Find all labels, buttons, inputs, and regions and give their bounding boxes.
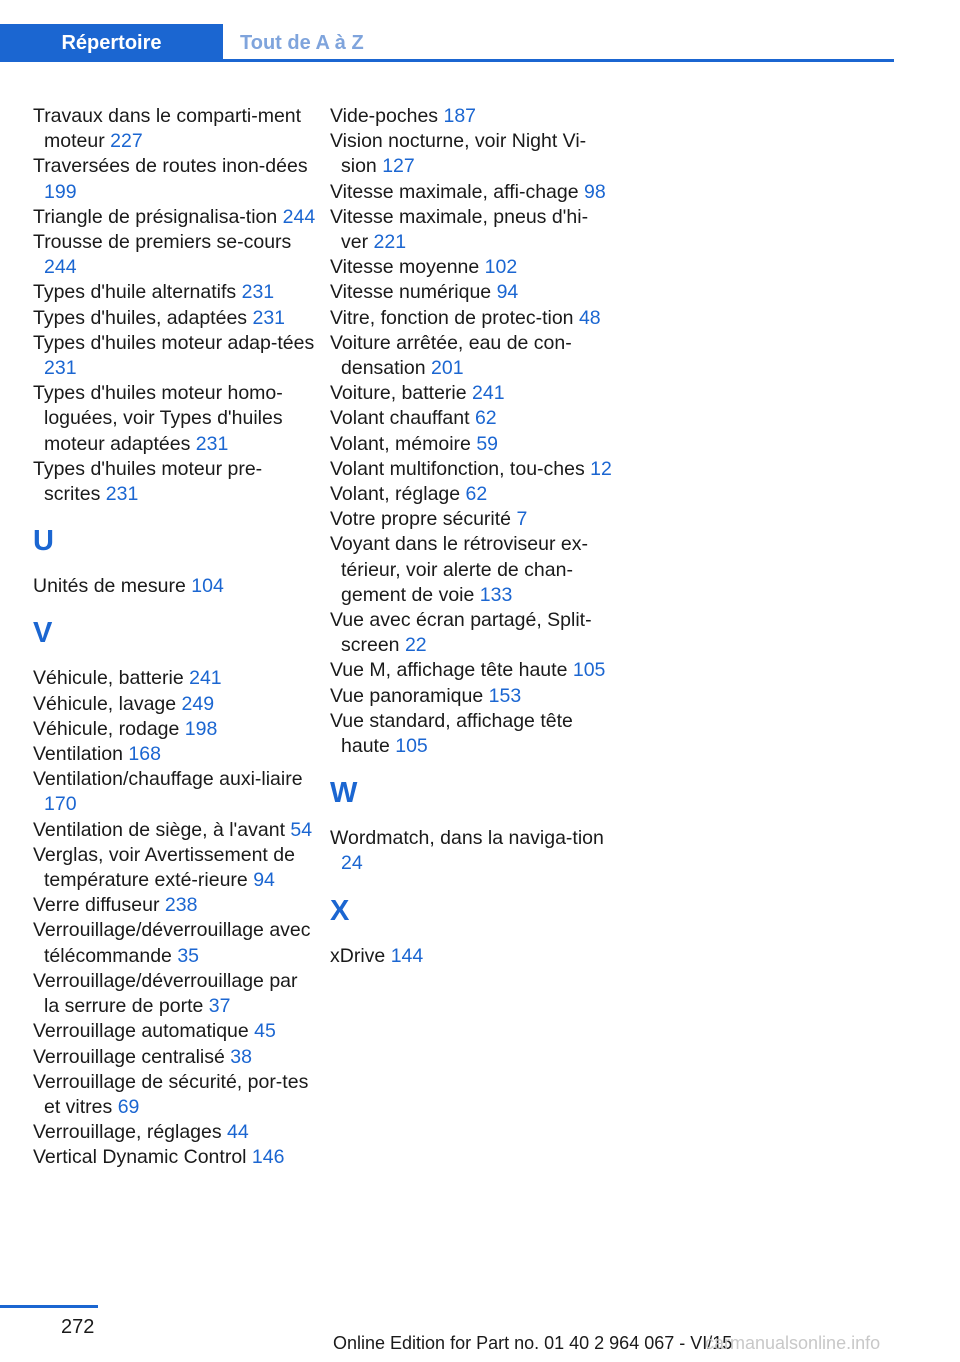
page-link[interactable]: 12 <box>590 457 612 480</box>
index-entry-text: Voiture, batterie <box>330 382 467 405</box>
page-link[interactable]: 35 <box>177 944 200 967</box>
index-group-w <box>330 826 615 876</box>
page-link[interactable]: 144 <box>390 944 424 967</box>
index-entry-text: Vue avec écran partagé, Split-screen <box>330 609 592 657</box>
index-entry-text: Verglas, voir Avertissement de température exté-rieure <box>33 843 295 892</box>
index-entry <box>330 826 615 876</box>
index-entry-text: Verrouillage, réglages <box>33 1121 222 1144</box>
page-link[interactable]: 153 <box>488 684 522 707</box>
index-entry-text: Types d'huiles, adaptées <box>33 306 248 329</box>
index-entry <box>33 230 318 280</box>
index-entry-text: Verrouillage centralisé <box>33 1045 225 1068</box>
index-entry <box>33 742 318 767</box>
index-column-left <box>33 104 318 1171</box>
page-link[interactable]: 198 <box>184 717 218 740</box>
index-entry-text: Votre propre sécurité <box>330 508 512 531</box>
page-link[interactable]: 105 <box>395 735 428 758</box>
index-group-u <box>33 574 318 599</box>
index-entry <box>330 255 615 280</box>
index-entry <box>330 104 615 129</box>
index-entry-text: Véhicule, lavage <box>33 692 177 715</box>
nav-underline <box>0 59 894 62</box>
index-entry-text: Volant multifonction, tou-ches <box>330 457 585 480</box>
page-link[interactable]: 168 <box>128 743 161 766</box>
index-entry-text: xDrive <box>330 944 386 967</box>
tab-tout-de-a-a-z[interactable]: Tout de A à Z <box>240 32 364 54</box>
index-entry-text: Ventilation/chauffage auxi-liaire <box>33 768 303 791</box>
section-letter-u: U <box>33 525 54 558</box>
page-link[interactable]: 231 <box>44 357 77 380</box>
index-entry <box>330 280 615 305</box>
page-link[interactable]: 227 <box>110 130 143 153</box>
index-entry-text: Wordmatch, dans la naviga-tion <box>330 827 604 850</box>
index-entry <box>33 1070 318 1120</box>
page-link[interactable]: 105 <box>572 659 606 682</box>
index-entry <box>330 205 615 255</box>
index-entry-text: Vue panoramique <box>330 684 484 707</box>
page-link[interactable]: 146 <box>251 1146 285 1169</box>
index-entry-text: Vue standard, affichage tête haute <box>330 709 573 758</box>
index-entry <box>330 331 615 381</box>
index-entry <box>330 432 615 457</box>
section-letter-x: X <box>330 894 350 927</box>
index-entry-text: Triangle de présignalisa-tion <box>33 205 278 228</box>
index-entry-text: Unités de mesure <box>33 575 186 598</box>
index-entry <box>330 406 615 431</box>
index-entry-text: Véhicule, batterie <box>33 667 184 690</box>
page-link[interactable]: 102 <box>484 256 518 279</box>
index-entry <box>330 381 615 406</box>
watermark: carmanualsonline.info <box>705 1333 881 1353</box>
index-entry-text: Vitesse maximale, pneus d'hi-ver <box>330 205 589 254</box>
index-entry-text: Vitesse maximale, affi-chage <box>330 180 579 203</box>
page-link[interactable]: 94 <box>253 869 275 892</box>
page-link[interactable]: 127 <box>382 155 415 178</box>
index-entry <box>330 180 615 205</box>
index-entry <box>330 944 615 969</box>
page-link[interactable]: 231 <box>241 281 275 304</box>
index-entry <box>330 507 615 532</box>
index-entry-text: Ventilation <box>33 743 123 766</box>
index-entry <box>33 717 318 742</box>
page-link[interactable]: 241 <box>472 382 505 405</box>
index-entry-text: Ventilation de siège, à l'avant <box>33 818 285 841</box>
edition-notice: Online Edition for Part no. 01 40 2 964 067 - VI/15 <box>333 1333 733 1353</box>
index-entry-text: Voyant dans le rétroviseur ex-térieur, voir alerte de chan-gement de voie <box>330 533 588 606</box>
index-entry <box>33 457 318 507</box>
index-entry-text: Vue M, affichage tête haute <box>330 659 568 682</box>
index-entry <box>33 818 318 843</box>
page-link[interactable]: 133 <box>479 583 513 606</box>
index-entry <box>33 843 318 893</box>
index-entry-text: Travaux dans le comparti-ment moteur <box>33 105 302 153</box>
page-link[interactable]: 62 <box>474 407 497 430</box>
page-link[interactable]: 221 <box>373 231 407 254</box>
page-link[interactable]: 231 <box>195 432 229 455</box>
index-entry-text: Verre diffuseur <box>33 894 160 917</box>
index-entry <box>33 918 318 968</box>
page-link[interactable]: 22 <box>404 634 427 657</box>
page-link[interactable]: 94 <box>496 281 519 304</box>
index-entry <box>330 306 615 331</box>
index-entry <box>33 104 318 154</box>
index-entry-text: Trousse de premiers se-cours <box>33 231 292 254</box>
index-entry-text: Verrouillage/déverrouillage par la serrure de porte <box>33 969 298 1018</box>
index-entry <box>33 574 318 599</box>
index-entry <box>33 306 318 331</box>
section-letter-v: V <box>33 617 53 650</box>
index-entry <box>33 767 318 817</box>
index-entry <box>33 893 318 918</box>
index-entry <box>330 129 615 179</box>
index-entry-text: Voiture arrêtée, eau de con-densation <box>330 331 572 380</box>
index-group-v-continued <box>330 104 615 759</box>
index-entry <box>33 1019 318 1044</box>
index-entry-text: Verrouillage automatique <box>33 1020 249 1043</box>
page-link[interactable]: 238 <box>164 894 198 917</box>
page-link[interactable]: 249 <box>181 692 215 715</box>
index-entry-text: Vitesse numérique <box>330 281 492 304</box>
index-entry <box>330 482 615 507</box>
index-entry-text: Vision nocturne, voir Night Vi-sion <box>330 130 587 178</box>
index-entry-text: Volant chauffant <box>330 407 470 430</box>
page-link[interactable]: 98 <box>584 180 606 203</box>
index-entry <box>33 692 318 717</box>
index-entry-text: Véhicule, rodage <box>33 717 180 740</box>
page-number: 272 <box>61 1316 95 1338</box>
index-entry <box>33 1145 318 1170</box>
index-entry-text: Verrouillage/déverrouillage avec télécommande <box>33 919 311 967</box>
index-entry <box>330 709 615 759</box>
index-entry-text: Volant, mémoire <box>330 432 471 455</box>
index-entry-text: Types d'huile alternatifs <box>33 281 237 304</box>
page-link[interactable]: 62 <box>465 483 488 506</box>
index-entry-text: Types d'huiles moteur homo-loguées, voir Types d'huiles moteur adaptées <box>33 382 283 455</box>
index-entry <box>330 684 615 709</box>
page-link[interactable]: 54 <box>290 818 313 841</box>
index-column-right <box>330 104 615 969</box>
index-entry <box>33 331 318 381</box>
index-group-v <box>33 666 318 1170</box>
top-navigation <box>0 0 894 62</box>
index-entry-text: Vitre, fonction de protec-tion <box>330 306 574 329</box>
page-link[interactable]: 170 <box>44 793 77 816</box>
index-entry-text: Vitesse moyenne <box>330 256 480 279</box>
index-entry-text: Volant, réglage <box>330 483 461 506</box>
index-entry-text: Vertical Dynamic Control <box>33 1146 247 1169</box>
index-group-x <box>330 944 615 969</box>
page-link[interactable]: 44 <box>227 1121 249 1144</box>
index-entry <box>33 969 318 1019</box>
page-link[interactable]: 199 <box>44 180 77 203</box>
index-entry <box>33 666 318 691</box>
index-entry <box>330 457 615 482</box>
index-entry <box>330 532 615 608</box>
index-group-t <box>33 104 318 507</box>
page-link[interactable]: 244 <box>44 256 77 279</box>
index-entry-text: Vide-poches <box>330 105 439 127</box>
page-link[interactable]: 201 <box>431 357 464 380</box>
page-link[interactable]: 7 <box>516 508 528 531</box>
tab-repertoire[interactable]: Répertoire <box>0 24 223 62</box>
index-entry <box>33 154 318 204</box>
page-link[interactable]: 104 <box>191 575 224 598</box>
page-link[interactable]: 48 <box>578 306 601 329</box>
index-entry-text: Verrouillage de sécurité, por-tes et vitres <box>33 1070 309 1118</box>
index-entry <box>33 205 318 230</box>
index-entry-text: Types d'huiles moteur pre-scrites <box>33 457 263 506</box>
index-entry <box>33 1120 318 1145</box>
index-entry <box>33 381 318 457</box>
footer-rule <box>0 1305 98 1308</box>
index-entry-text: Types d'huiles moteur adap-tées <box>33 331 315 354</box>
page-link[interactable]: 45 <box>254 1020 276 1043</box>
page-link[interactable]: 38 <box>230 1045 252 1068</box>
index-entry <box>33 1045 318 1070</box>
page-link[interactable]: 231 <box>252 306 286 329</box>
page-link[interactable]: 37 <box>208 995 231 1018</box>
index-entry <box>330 608 615 658</box>
page-link[interactable]: 24 <box>341 852 363 875</box>
section-letter-w: W <box>330 777 358 810</box>
page-link[interactable]: 231 <box>105 483 139 506</box>
page-link[interactable]: 187 <box>443 105 477 127</box>
page-link[interactable]: 244 <box>282 205 316 228</box>
page-link[interactable]: 241 <box>189 667 222 690</box>
index-entry <box>330 658 615 683</box>
index-entry-text: Traversées de routes inon-dées <box>33 155 308 178</box>
page-link[interactable]: 59 <box>476 432 499 455</box>
page-link[interactable]: 69 <box>117 1095 140 1118</box>
index-entry <box>33 280 318 305</box>
